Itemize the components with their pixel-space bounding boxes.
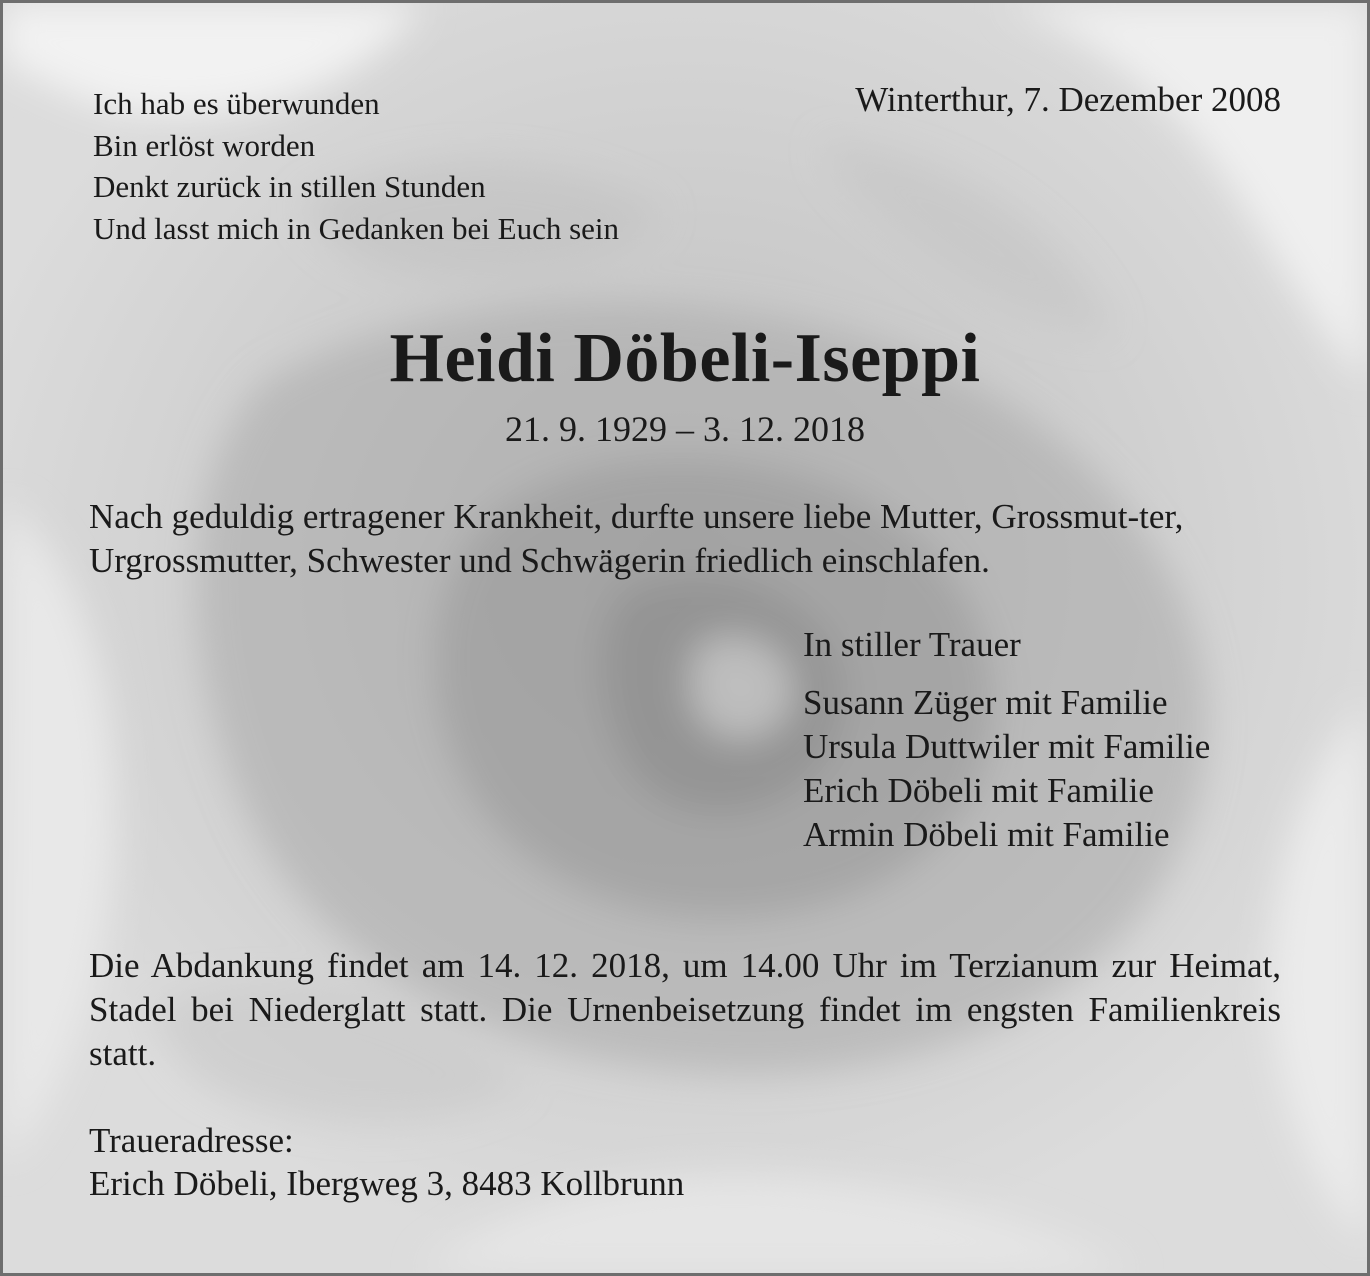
poem-line: Bin erlöst worden [93, 127, 316, 163]
poem [93, 83, 619, 249]
address-line: Erich Döbeli, Ibergweg 3, 8483 Kollbrunn [89, 1164, 685, 1203]
poem-line: Ich hab es überwunden [93, 86, 380, 121]
mourners-list [803, 681, 1210, 857]
life-dates: 21. 9. 1929 – 3. 12. 2018 [505, 409, 865, 449]
place-date: Winterthur, 7. Dezember 2008 [855, 80, 1281, 119]
mourner-item: Erich Döbeli mit Familie [803, 771, 1154, 810]
address-label: Traueradresse: [89, 1121, 294, 1160]
mourner-item: Ursula Duttwiler mit Familie [803, 727, 1211, 766]
mourner-item: Armin Döbeli mit Familie [803, 815, 1170, 854]
death-notice-text: Nach geduldig ertragener Krankheit, durfte unsere liebe Mutter, Grossmut-ter, Urgrossmutter, Schwester und Schwägerin friedlich einschlafen. [89, 497, 1184, 580]
poem-line: Denkt zurück in stillen Stunden [93, 169, 486, 204]
poem-line: Und lasst mich in Gedanken bei Euch sein [93, 210, 620, 246]
mourning-heading: In stiller Trauer [803, 625, 1021, 664]
ceremony-info: Die Abdankung findet am 14. 12. 2018, um 14.00 Uhr im Terzianum zur Heimat, Stadel bei Niederglatt statt. Die Urnenbeisetzung findet im engsten Familienkreis statt. [89, 946, 1281, 1073]
mourning-address [89, 1119, 684, 1205]
mourner-item: Susann Züger mit Familie [803, 683, 1168, 722]
deceased-name: Heidi Döbeli-Iseppi [389, 320, 981, 397]
